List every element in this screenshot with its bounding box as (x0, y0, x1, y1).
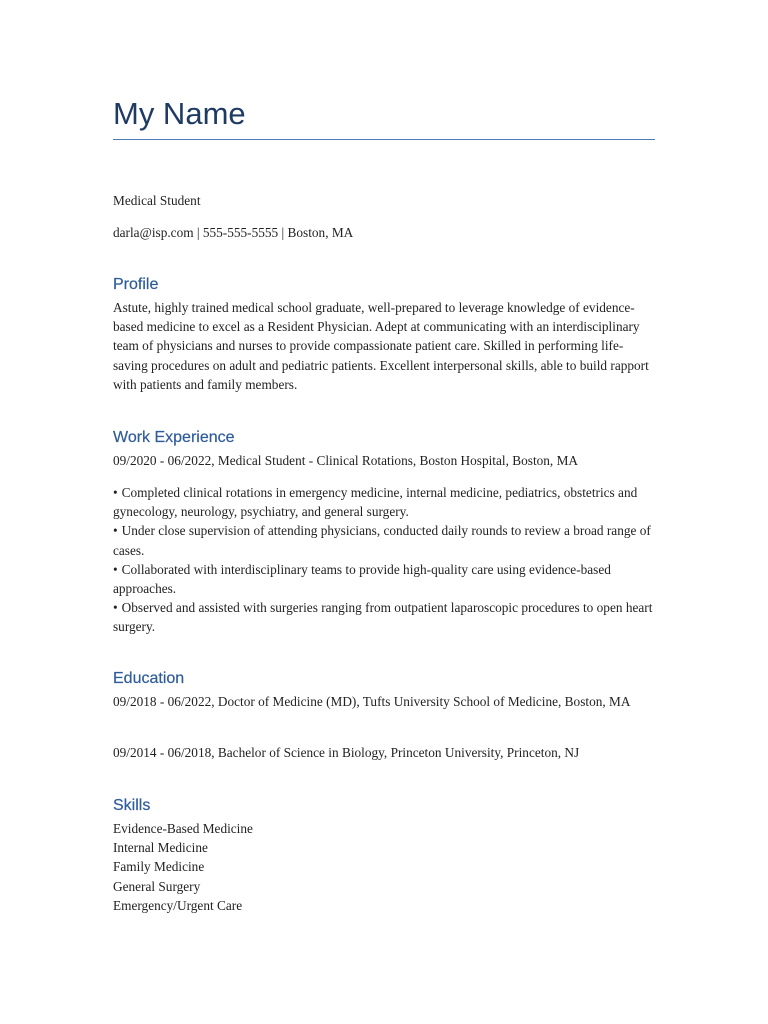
bullet-marker: • (113, 485, 118, 500)
education-entry: 09/2018 - 06/2022, Doctor of Medicine (MD), Tufts University School of Medicine, Boston, MA (113, 694, 631, 709)
bullet-marker: • (113, 600, 118, 616)
profile-summary: Astute, highly trained medical school graduate, well-prepared to leverage knowledge of evidence-based medicine to excel as a Resident Physician. Adept at communicating with an interdisciplinary team of physicians and nurses to provide compassionate patient care. Skilled in performing life-saving procedures on adult and pediatric patients. Excellent interpersonal skills, able to build rapport with patients and family members. (113, 300, 649, 392)
work-bullet (113, 598, 655, 636)
skills-list (113, 819, 655, 915)
work-bullet-text: Observed and assisted with surgeries ranging from outpatient laparoscopic procedures to open heart surgery. (113, 600, 653, 635)
work-entry-line: 09/2020 - 06/2022, Medical Student - Clinical Rotations, Boston Hospital, Boston, MA (113, 453, 579, 468)
skill-item: General Surgery (113, 878, 201, 894)
work-bullet-text: Under close supervision of attending physicians, conducted daily rounds to review a broad range of cases. (113, 523, 651, 558)
skill-item: Emergency/Urgent Care (113, 897, 243, 913)
work-experience-heading: Work Experience (113, 429, 235, 446)
work-entry-bullets (113, 483, 655, 637)
profile-heading: Profile (113, 276, 159, 293)
bullet-marker: • (113, 523, 118, 539)
name-heading: My Name (113, 96, 246, 131)
education-entry: 09/2014 - 06/2018, Bachelor of Science in Biology, Princeton University, Princeton, NJ (113, 745, 580, 760)
job-title: Medical Student (113, 193, 201, 208)
skill-item: Internal Medicine (113, 840, 208, 856)
work-bullet (113, 483, 655, 521)
skills-heading: Skills (113, 797, 151, 814)
skill-item: Evidence-Based Medicine (113, 821, 253, 836)
work-bullet-text: Collaborated with interdisciplinary teams to provide high-quality care using evidence-based approaches. (113, 561, 611, 597)
education-heading: Education (113, 670, 185, 687)
work-bullet (113, 560, 655, 598)
bullet-marker: • (113, 561, 118, 577)
work-bullet-text: Completed clinical rotations in emergency medicine, internal medicine, pediatrics, obstetrics and gynecology, neurology, psychiatry, and general surgery. (113, 485, 638, 520)
skill-item: Family Medicine (113, 859, 205, 875)
contact-line: darla@isp.com | 555-555-5555 | Boston, MA (113, 225, 354, 240)
name-divider (113, 139, 655, 140)
work-bullet (113, 521, 655, 559)
